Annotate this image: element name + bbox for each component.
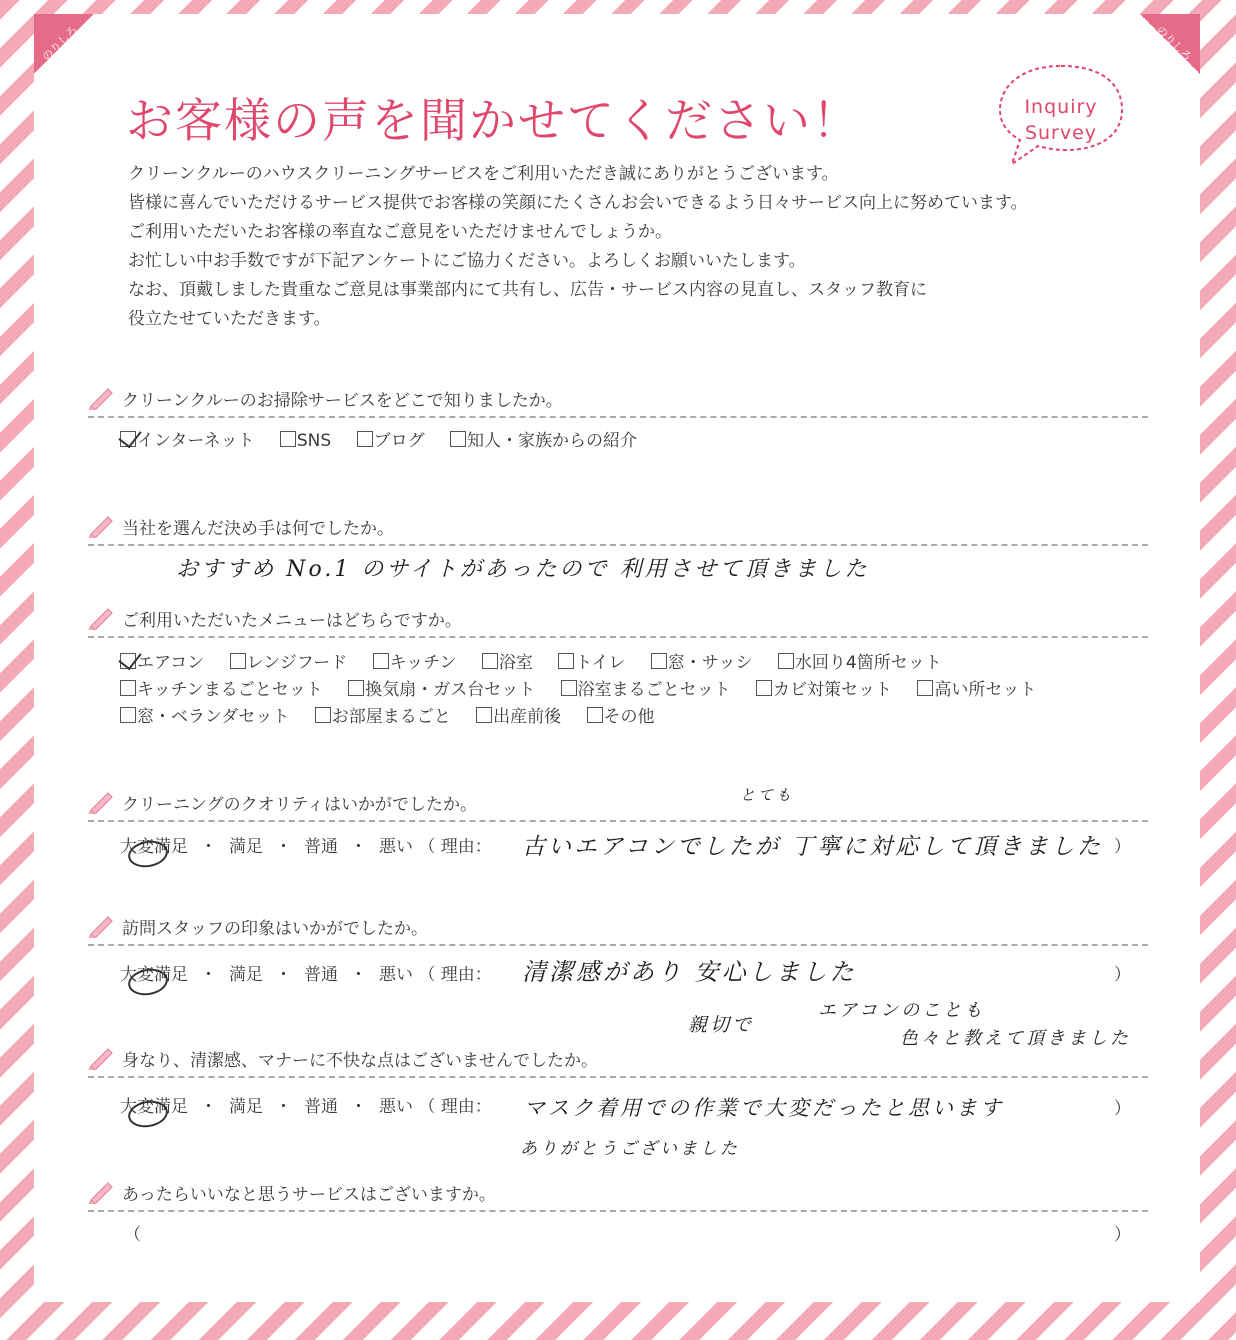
question-5: [88, 910, 1148, 946]
q7-paren-close: ）: [1114, 1225, 1131, 1245]
q5-handwritten-answer: 清潔感があり 安心しました: [522, 958, 857, 986]
option-label: 窓・ベランダセット: [137, 707, 290, 727]
pencil-icon: [88, 788, 116, 814]
pencil-icon: [88, 912, 116, 938]
checkbox[interactable]: [476, 707, 492, 723]
q3-option[interactable]: [482, 648, 533, 673]
intro-line: 役立たせていただきます。: [128, 309, 331, 329]
q1-option[interactable]: [450, 426, 637, 451]
q3-option[interactable]: [587, 702, 655, 727]
q3-option[interactable]: [651, 648, 753, 673]
question-6-text: 身なり、清潔感、マナーに不快な点はございませんでしたか。: [122, 1051, 598, 1071]
option-label: 高い所セット: [934, 680, 1037, 700]
pencil-icon: [88, 604, 116, 630]
option-label: お部屋まるごと: [331, 707, 451, 727]
q3-options-row-3: [120, 702, 675, 727]
option-label: レンジフード: [246, 653, 348, 673]
checkbox[interactable]: [778, 653, 794, 669]
q1-option[interactable]: [357, 426, 425, 451]
intro-line: ご利用いただいたお客様の率直なご意見をいただけませんでしょうか。: [128, 222, 672, 242]
glue-tab-right: [1140, 14, 1200, 74]
checkbox[interactable]: [450, 431, 466, 447]
rating-great[interactable]: 大変満足: [120, 1097, 188, 1117]
q5-rating: 大変満足 ・ 満足 ・ 普通 ・ 悪い （ 理由：: [120, 965, 492, 985]
reason-label: （ 理由：: [418, 1097, 492, 1117]
question-1: [88, 382, 1148, 418]
rating-bad[interactable]: 悪い: [379, 965, 413, 985]
q3-options-row-2: [120, 675, 1056, 700]
q7-paren-open: （: [124, 1225, 141, 1245]
option-label: カビ対策セット: [773, 680, 893, 700]
option-label: 水回り4箇所セット: [794, 653, 942, 673]
checkbox[interactable]: [373, 653, 389, 669]
intro-text: [128, 160, 1188, 334]
q4-handwritten-answer: 古いエアコンでしたが 丁寧に対応して頂きました: [522, 834, 1104, 860]
q3-option[interactable]: [120, 702, 289, 727]
q5-paren-close: ）: [1114, 965, 1131, 985]
checkbox[interactable]: [357, 431, 373, 447]
q4-rating: 大変満足 ・ 満足 ・ 普通 ・ 悪い （ 理由：: [120, 837, 492, 857]
q6-handwritten-answer-line2: ありがとうございました: [520, 1139, 740, 1159]
checkbox[interactable]: [315, 707, 331, 723]
q1-options: [120, 426, 657, 451]
checkbox[interactable]: [587, 707, 603, 723]
intro-line: 皆様に喜んでいただけるサービス提供でお客様の笑顔にたくさんお会いできるよう日々サービス向上に努めています。: [128, 193, 1028, 213]
badge-line2: Survey: [1024, 122, 1098, 144]
checkbox[interactable]: [280, 431, 296, 447]
option-label: キッチン: [389, 653, 457, 673]
checkbox[interactable]: [558, 653, 574, 669]
option-label: エアコン: [137, 653, 205, 673]
q3-option[interactable]: [120, 648, 204, 673]
checkbox[interactable]: [120, 653, 136, 669]
q6-handwritten-answer-line1: マスク着用での作業で大変だったと思います: [524, 1096, 1004, 1120]
glue-tab-left: [34, 14, 94, 74]
option-label: インターネット: [137, 431, 255, 451]
q6-paren-close: ）: [1114, 1099, 1131, 1119]
checkbox[interactable]: [120, 707, 136, 723]
reason-label: （ 理由：: [418, 837, 492, 857]
checkbox[interactable]: [561, 680, 577, 696]
rating-great[interactable]: 大変満足: [120, 965, 188, 985]
q3-option[interactable]: [315, 702, 451, 727]
q3-option[interactable]: [561, 675, 731, 700]
rating-normal[interactable]: 普通: [304, 965, 338, 985]
option-label: 浴室: [498, 653, 533, 673]
q5-handwritten-note-line2: 色々と教えて頂きました: [900, 1028, 1131, 1049]
rating-normal[interactable]: 普通: [304, 837, 338, 857]
q3-option[interactable]: [373, 648, 457, 673]
rating-good[interactable]: 満足: [229, 965, 263, 985]
option-label: SNS: [296, 431, 332, 451]
q3-option[interactable]: [476, 702, 561, 727]
question-5-text: 訪問スタッフの印象はいかがでしたか。: [122, 919, 428, 939]
option-label: 知人・家族からの紹介: [467, 431, 638, 451]
glue-tab-left-label: のりしろ: [39, 23, 81, 64]
badge-line1: Inquiry: [1024, 96, 1098, 118]
pencil-icon: [88, 1044, 116, 1070]
q3-option[interactable]: [778, 648, 942, 673]
q3-option[interactable]: [558, 648, 625, 673]
option-label: ブログ: [373, 431, 425, 451]
pencil-icon: [88, 512, 116, 538]
glue-tab-right-label: のりしろ: [1153, 23, 1195, 64]
reason-label: （ 理由：: [418, 965, 492, 985]
q3-option[interactable]: [230, 648, 348, 673]
inquiry-survey-badge: [994, 58, 1128, 174]
q5-handwritten-note-line1: エアコンのことも: [818, 1000, 986, 1021]
option-label: 浴室まるごとセット: [577, 680, 731, 700]
q3-option[interactable]: [917, 675, 1036, 700]
pencil-icon: [88, 384, 116, 410]
question-1-text: クリーンクルーのお掃除サービスをどこで知りましたか。: [122, 391, 563, 411]
question-7-text: あったらいいなと思うサービスはございますか。: [122, 1185, 496, 1205]
q1-option[interactable]: [120, 426, 254, 451]
rating-normal[interactable]: 普通: [304, 1097, 338, 1117]
option-label: 出産前後: [493, 707, 562, 727]
checkbox[interactable]: [120, 680, 136, 696]
q2-handwritten-answer: おすすめ No.1 のサイトがあったので 利用させて頂きました: [176, 557, 870, 582]
question-3-text: ご利用いただいたメニューはどちらですか。: [122, 611, 462, 631]
rating-bad[interactable]: 悪い: [379, 837, 413, 857]
rating-bad[interactable]: 悪い: [379, 1097, 413, 1117]
q3-option[interactable]: [348, 675, 535, 700]
checkbox[interactable]: [756, 680, 772, 696]
intro-line: クリーンクルーのハウスクリーニングサービスをご利用いただき誠にありがとうございます。: [128, 164, 839, 184]
question-2: [88, 510, 1148, 546]
q4-paren-close: ）: [1114, 837, 1131, 857]
question-7: [88, 1176, 1148, 1212]
intro-line: なお、頂戴しました貴重なご意見は事業部内にて共有し、広告・サービス内容の見直し、スタッフ教育に: [128, 280, 927, 300]
option-label: トイレ: [575, 653, 626, 673]
q3-options-row-1: [120, 648, 962, 673]
q1-option[interactable]: [280, 431, 331, 451]
pencil-icon: [88, 1178, 116, 1204]
checkbox[interactable]: [482, 653, 498, 669]
checkbox[interactable]: [917, 680, 933, 696]
checkbox[interactable]: [120, 431, 136, 447]
rating-good[interactable]: 満足: [229, 837, 263, 857]
option-label: その他: [603, 707, 655, 727]
rating-good[interactable]: 満足: [229, 1097, 263, 1117]
q3-option[interactable]: [756, 675, 892, 700]
rating-great[interactable]: 大変満足: [120, 837, 188, 857]
checkbox[interactable]: [651, 653, 667, 669]
question-6: [88, 1042, 1148, 1078]
question-4-text: クリーニングのクオリティはいかがでしたか。: [122, 795, 477, 815]
checkbox[interactable]: [230, 653, 246, 669]
q4-handwritten-insert: とても: [740, 786, 795, 804]
question-3: [88, 602, 1148, 638]
question-2-text: 当社を選んだ決め手は何でしたか。: [122, 519, 394, 539]
option-label: 窓・サッシ: [667, 653, 753, 673]
checkbox[interactable]: [348, 680, 364, 696]
option-label: 換気扇・ガス台セット: [365, 680, 536, 700]
question-4: [88, 786, 1148, 822]
q6-rating: 大変満足 ・ 満足 ・ 普通 ・ 悪い （ 理由：: [120, 1097, 492, 1117]
q5-handwritten-insert: 親切で: [688, 1014, 755, 1036]
q3-option[interactable]: [120, 675, 323, 700]
page-title: お客様の声を聞かせてください！: [126, 94, 861, 149]
option-label: キッチンまるごとセット: [137, 680, 323, 700]
intro-line: お忙しい中お手数ですが下記アンケートにご協力ください。よろしくお願いいたします。: [128, 251, 806, 271]
